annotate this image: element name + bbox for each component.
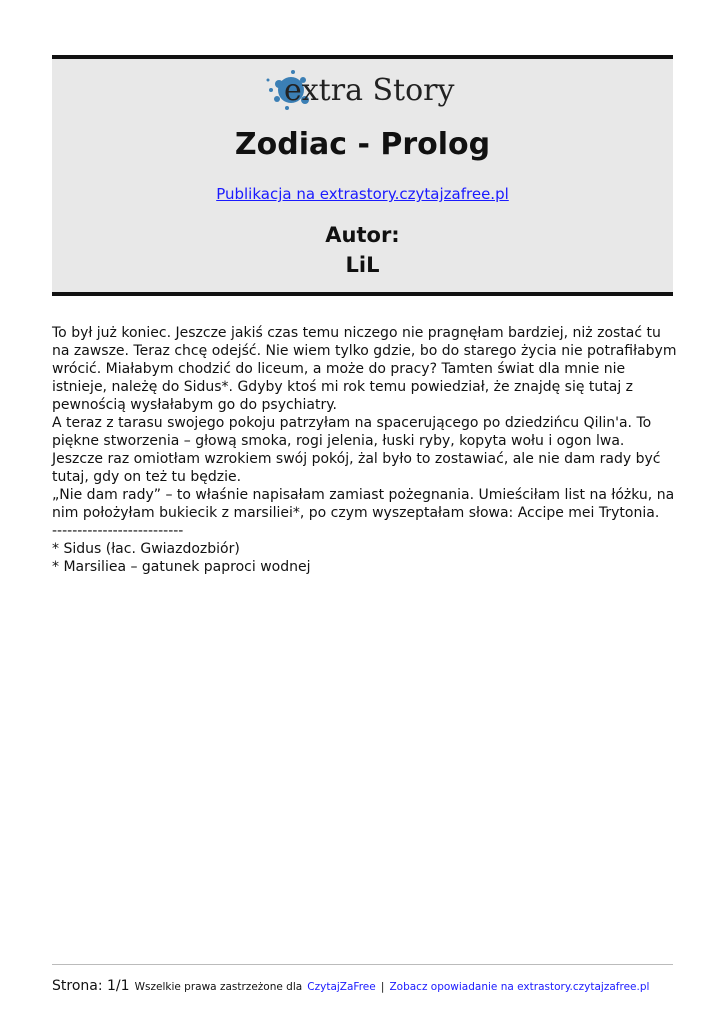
page-footer [52, 975, 692, 994]
author-label: Autor: [325, 223, 400, 247]
logo-graphic [263, 66, 463, 114]
footnote-divider: -------------------------- [52, 523, 184, 539]
story-title: Zodiac - Prolog [234, 127, 491, 162]
paragraph: A teraz z tarasu swojego pokoju patrzyłam na spacerującego po dziedzińcu Qilin'a. To piękne stworzenia – głową smoka, rogi jelenia, łuski ryby, kopyta wołu i ogon lwa. [52, 415, 652, 449]
view-story-link[interactable]: Zobacz opowiadanie na extrastory.czytajzafree.pl [389, 981, 650, 993]
document-header [52, 55, 673, 296]
author-name: LiL [345, 253, 380, 277]
czytajzafree-link[interactable]: CzytajZaFree [307, 981, 376, 993]
footer-separator: | [380, 981, 385, 993]
publication-link[interactable]: Publikacja na extrastory.czytajzafree.pl [216, 185, 509, 203]
footnote: * Sidus (łac. Gwiazdozbiór) [52, 541, 240, 557]
paragraph: To był już koniec. Jeszcze jakiś czas temu niczego nie pragnęłam bardziej, niż zostać tu na zawsze. Teraz chcę odejść. Nie wiem tylko gdzie, bo do starego życia nie potrafiłabym wrócić. Miałabym chodzić do liceum, a może do pracy? Tamten świat dla mnie nie istnieje, należę do Sidus*. Gdyby ktoś mi rok temu powiedział, że znajdę się tutaj z pewnością wysłałabym go do psychiatry. [52, 325, 677, 413]
paragraph: Jeszcze raz omiotłam wzrokiem swój pokój, żal było to zostawiać, ale nie dam rady być tutaj, gdy on też tu będzie. [52, 451, 661, 485]
rights-text: Wszelkie prawa zastrzeżone dla [134, 981, 303, 993]
footer-divider [52, 964, 673, 965]
footnote: * Marsiliea – gatunek paproci wodnej [52, 559, 311, 575]
page-number: Strona: 1/1 [52, 978, 130, 994]
story-body [52, 324, 677, 576]
extra-story-logo [52, 65, 673, 115]
logo-text: extra Story [283, 73, 454, 108]
paragraph: „Nie dam rady” – to właśnie napisałam zamiast pożegnania. Umieściłam list na łóżku, na nim położyłam bukiecik z marsiliei*, po czym wyszeptałam słowa: Accipe mei Trytonia. [52, 487, 675, 521]
